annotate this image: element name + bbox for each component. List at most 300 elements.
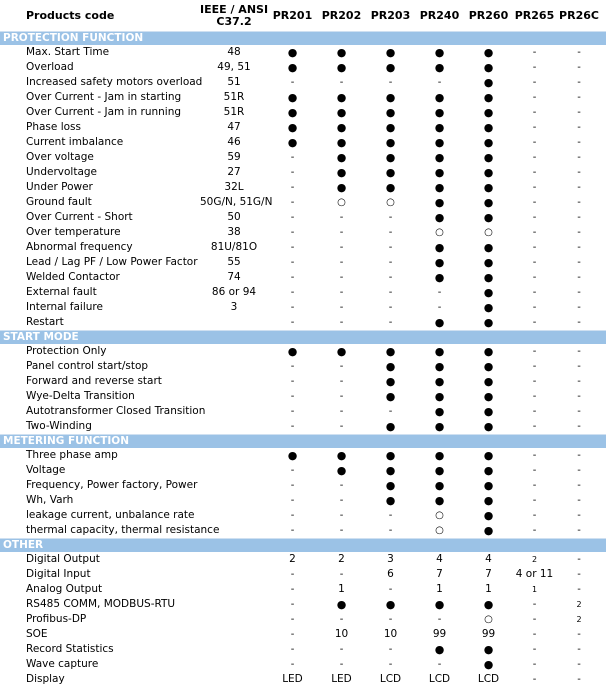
product-value-pr265: - [532,197,537,208]
product-value-pr203: ● [385,374,396,388]
product-value-pr265: - [532,495,537,506]
product-value-pr265: - [532,107,537,118]
feature-name: Autotransformer Closed Transition [26,405,206,417]
product-value-pr203: ● [385,105,396,119]
table-row [0,60,606,75]
header-standard-line2: C37.2 [216,14,252,28]
product-value-pr203: ● [385,478,396,492]
table-row [0,523,606,538]
product-value-pr260: ● [483,508,494,522]
standard-code: 46 [227,136,241,148]
feature-name: Over Current - Jam in running [26,106,182,118]
product-value-pr201: - [290,421,295,432]
table-row [0,612,606,627]
table-row [0,404,606,419]
product-value-pr203: - [388,257,393,268]
standard-code: 3 [230,301,238,313]
product-value-pr201: ● [287,60,298,74]
product-value-pr265: - [532,227,537,238]
product-value-pr26c: - [577,62,581,73]
feature-name: Voltage [26,464,66,476]
product-value-pr203: - [388,227,393,238]
product-value-pr201: ● [287,344,298,358]
product-value-pr201: - [290,659,295,670]
product-value-pr240: ● [434,195,445,209]
product-value-pr265: - [532,406,537,417]
product-value-pr260: ● [483,523,494,537]
section-header-start-mode: START MODE [0,330,606,344]
product-value-pr240: ● [434,210,445,224]
product-value-pr202: - [339,272,344,283]
feature-name: Two-Winding [26,420,92,432]
product-value-pr201: - [290,629,295,640]
feature-name: Analog Output [26,583,103,595]
product-value-pr260: ● [483,657,494,671]
product-value-pr202: - [339,406,344,417]
table-row [0,463,606,478]
product-value-pr202: ● [336,45,347,59]
product-value-pr240: 99 [432,628,447,640]
product-value-pr260: ● [483,300,494,314]
product-value-pr240: ○ [435,525,444,536]
product-value-pr202: ● [336,120,347,134]
product-value-pr260: 7 [485,568,492,580]
product-value-pr260: ● [483,389,494,403]
product-value-pr26c: - [577,629,581,640]
feature-name: External fault [26,286,97,298]
product-value-pr26c: - [577,167,581,178]
product-value-pr203: ● [385,419,396,433]
table-row [0,552,606,567]
product-value-pr203: - [388,406,393,417]
feature-name: Digital Input [26,568,91,580]
product-value-pr260: ● [483,315,494,329]
standard-code: 27 [227,166,241,178]
header-standard-line1: IEEE / ANSI [200,2,269,16]
product-value-pr240: ● [434,493,445,507]
product-value-pr265: - [532,272,537,283]
product-value-pr203: ● [385,463,396,477]
product-value-pr201: - [290,376,295,387]
table-row [0,240,606,255]
product-value-pr202: ● [336,60,347,74]
product-value-pr260: ● [483,210,494,224]
header-row [0,0,606,31]
product-value-pr201: - [290,510,295,521]
standard-code: 49, 51 [217,61,251,73]
feature-name: Phase loss [26,121,81,133]
product-value-pr201: - [290,212,295,223]
product-value-pr260: ● [483,240,494,254]
product-value-pr201: - [290,287,295,298]
product-value-pr240: ● [434,120,445,134]
product-value-pr201: - [290,391,295,402]
feature-name: Over voltage [26,151,94,163]
product-value-pr26c: - [577,421,581,432]
table-row [0,389,606,404]
product-value-pr201: - [290,197,295,208]
product-value-pr26c: - [577,137,581,148]
table-row [0,344,606,359]
product-value-pr265: - [532,287,537,298]
product-value-pr260: ● [483,448,494,462]
product-value-pr26c: - [577,197,581,208]
product-value-pr26c: - [577,317,581,328]
product-value-pr265: - [532,92,537,103]
product-value-pr203: - [388,77,393,88]
product-value-pr260: ○ [484,614,493,625]
product-value-pr265: - [532,62,537,73]
table-row [0,45,606,60]
standard-code: 50 [227,211,241,223]
product-value-pr260: ● [483,255,494,269]
product-value-pr260: ● [483,597,494,611]
product-value-pr265: - [532,152,537,163]
product-value-pr202: - [339,525,344,536]
product-value-pr240: 1 [436,583,443,595]
product-value-pr240: LCD [428,673,451,685]
product-value-pr202: 2 [338,553,345,565]
product-value-pr202: - [339,644,344,655]
product-value-pr240: ● [434,359,445,373]
product-value-pr265: - [532,510,537,521]
feature-name: Digital Output [26,553,100,565]
product-value-pr201: - [290,317,295,328]
product-value-pr260: 1 [485,583,492,595]
product-value-pr26c: - [577,257,581,268]
product-value-pr260: ● [483,60,494,74]
feature-name: Wye-Delta Transition [26,390,135,402]
product-value-pr26c: - [577,450,581,461]
product-value-pr265: - [532,465,537,476]
product-value-pr26c: - [577,659,581,670]
product-value-pr202: - [339,302,344,313]
product-value-pr260: ● [483,493,494,507]
product-value-pr26c: - [577,107,581,118]
product-value-pr203: ○ [386,197,395,208]
product-value-pr265: - [532,361,537,372]
product-value-pr201: - [290,167,295,178]
product-value-pr240: ● [434,60,445,74]
product-value-pr265: - [532,212,537,223]
product-value-pr26c: - [577,391,581,402]
product-value-pr201: ● [287,135,298,149]
product-value-pr26c: - [577,480,581,491]
table-row [0,359,606,374]
product-value-pr240: ● [434,642,445,656]
header-pr203: PR203 [370,9,411,22]
product-value-pr240: ● [434,419,445,433]
product-value-pr260: ● [483,150,494,164]
product-value-pr201: - [290,77,295,88]
product-value-pr260: ● [483,45,494,59]
product-value-pr201: - [290,152,295,163]
product-value-pr260: ● [483,75,494,89]
standard-code: 47 [227,121,241,133]
product-value-pr201: - [290,599,295,610]
product-value-pr240: ● [434,255,445,269]
product-value-pr240: ○ [435,510,444,521]
product-value-pr203: - [388,510,393,521]
table-row [0,642,606,657]
section-header-protection-function: PROTECTION FUNCTION [0,31,606,45]
feature-name: Abnormal frequency [26,241,133,253]
product-value-pr26c: - [577,406,581,417]
product-value-pr265: - [532,391,537,402]
feature-name: Frequency, Power factory, Power [26,479,198,491]
product-value-pr240: ● [434,478,445,492]
product-value-pr240: ● [434,389,445,403]
header-pr26c: PR26C [559,9,599,22]
product-value-pr240: 4 [436,553,443,565]
product-value-pr265: - [532,302,537,313]
table-row [0,150,606,165]
section-header-metering-function: METERING FUNCTION [0,434,606,448]
product-value-pr201: - [290,584,295,595]
product-value-pr202: - [339,227,344,238]
product-value-pr260: ● [483,135,494,149]
table-row [0,255,606,270]
product-value-pr201: - [290,465,295,476]
product-value-pr240: ● [434,180,445,194]
product-value-pr240: ● [434,105,445,119]
product-value-pr201: - [290,495,295,506]
product-value-pr240: - [437,659,442,670]
product-value-pr260: ● [483,165,494,179]
standard-code: 74 [227,271,241,283]
product-value-pr202: ● [336,165,347,179]
standard-code: 59 [227,151,241,163]
product-value-pr240: ● [434,315,445,329]
product-value-pr202: ○ [337,197,346,208]
product-value-pr202: ● [336,150,347,164]
product-value-pr203: - [388,212,393,223]
product-value-pr201: ● [287,120,298,134]
product-value-pr201: - [290,257,295,268]
table-row [0,135,606,150]
product-value-pr26c: - [577,152,581,163]
feature-name: Current imbalance [26,136,124,148]
product-value-pr203: ● [385,60,396,74]
product-value-pr265: - [532,47,537,58]
table-row [0,597,606,612]
product-value-pr26c: - [577,674,581,685]
product-value-pr202: ● [336,135,347,149]
header-pr265: PR265 [514,9,555,22]
product-value-pr265: - [532,659,537,670]
feature-name: Over Current - Short [26,211,133,223]
table-row [0,478,606,493]
product-value-pr201: - [290,242,295,253]
product-value-pr203: ● [385,344,396,358]
feature-name: Undervoltage [26,166,98,178]
product-value-pr240: ● [434,45,445,59]
product-value-pr202: 1 [338,583,345,595]
product-value-pr265: - [532,77,537,88]
product-value-pr203: ● [385,597,396,611]
product-value-pr202: ● [336,448,347,462]
table-row [0,315,606,330]
product-value-pr26c: - [577,92,581,103]
product-value-pr260: 4 [485,553,492,565]
product-value-pr26c: - [577,47,581,58]
product-value-pr26c: - [577,242,581,253]
product-value-pr265: - [532,317,537,328]
product-value-pr240: 7 [436,568,443,580]
product-value-pr202: - [339,495,344,506]
product-value-pr240: ● [434,165,445,179]
table-row [0,672,606,687]
product-value-pr26c: - [577,182,581,193]
product-value-pr202: - [339,257,344,268]
standard-code: 81U/81O [210,241,258,253]
product-value-pr26c: 2 [576,600,582,609]
feature-name: Lead / Lag PF / Low Power Factor [26,256,198,268]
product-value-pr240: ● [434,374,445,388]
product-value-pr202: - [339,614,344,625]
product-value-pr265: - [532,137,537,148]
header-pr202: PR202 [321,9,362,22]
feature-name: Forward and reverse start [26,375,162,387]
standard-code: 55 [227,256,241,268]
product-value-pr203: ● [385,359,396,373]
standard-code: 32L [224,181,244,193]
product-value-pr203: ● [385,150,396,164]
product-value-pr26c: - [577,554,581,565]
product-value-pr201: - [290,406,295,417]
header-products-code: Products code [26,9,115,22]
product-value-pr201: ● [287,105,298,119]
product-value-pr265: - [532,182,537,193]
product-value-pr265: - [532,480,537,491]
product-value-pr201: - [290,272,295,283]
product-value-pr201: - [290,569,295,580]
product-value-pr202: ● [336,105,347,119]
product-value-pr260: 99 [481,628,496,640]
product-value-pr201: 2 [289,553,296,565]
product-value-pr240: - [437,287,442,298]
feature-name: Display [26,673,65,685]
product-value-pr260: ● [483,180,494,194]
product-value-pr26c: - [577,465,581,476]
product-value-pr202: - [339,317,344,328]
product-value-pr265: - [532,122,537,133]
product-value-pr202: - [339,287,344,298]
product-value-pr202: - [339,212,344,223]
product-value-pr201: ● [287,45,298,59]
product-value-pr260: ● [483,344,494,358]
feature-name: RS485 COMM, MODBUS-RTU [26,598,176,610]
feature-name: thermal capacity, thermal resistance [26,524,220,536]
standard-code: 51 [227,76,241,88]
product-value-pr265: 2 [531,555,538,564]
product-value-pr240: ● [434,463,445,477]
product-value-pr26c: - [577,122,581,133]
feature-name: Max. Start Time [26,46,110,58]
table-row [0,120,606,135]
feature-name: Protection Only [26,345,107,357]
standard-code: 86 or 94 [211,286,257,298]
product-value-pr265: - [532,346,537,357]
product-value-pr26c: - [577,569,581,580]
product-value-pr203: ● [385,165,396,179]
table-row [0,180,606,195]
product-value-pr203: ● [385,120,396,134]
product-value-pr265: - [532,167,537,178]
feature-name: Ground fault [26,196,92,208]
product-value-pr203: - [388,287,393,298]
product-value-pr201: - [290,361,295,372]
product-value-pr201: LED [282,673,303,685]
product-value-pr202: ● [336,90,347,104]
product-value-pr201: - [290,525,295,536]
product-value-pr240: - [437,614,442,625]
product-value-pr26c: - [577,525,581,536]
table-row [0,165,606,180]
header-pr201: PR201 [272,9,313,22]
product-value-pr240: ● [434,404,445,418]
product-value-pr203: - [388,272,393,283]
product-value-pr202: - [339,361,344,372]
product-value-pr260: ● [483,419,494,433]
feature-name: Record Statistics [26,643,114,655]
product-value-pr26c: - [577,495,581,506]
product-value-pr26c: - [577,584,581,595]
product-value-pr203: - [388,302,393,313]
product-value-pr203: ● [385,135,396,149]
product-value-pr260: ● [483,478,494,492]
product-value-pr260: ● [483,374,494,388]
product-value-pr202: ● [336,180,347,194]
product-value-pr240: ● [434,270,445,284]
feature-name: leakage current, unbalance rate [26,509,195,521]
product-value-pr203: ● [385,448,396,462]
product-value-pr240: ● [434,240,445,254]
product-value-pr265: - [532,421,537,432]
product-value-pr26c: - [577,212,581,223]
product-value-pr26c: - [577,272,581,283]
table-row [0,210,606,225]
product-value-pr265: - [532,599,537,610]
product-value-pr203: ● [385,45,396,59]
product-value-pr201: - [290,227,295,238]
product-value-pr201: - [290,614,295,625]
product-value-pr203: ● [385,180,396,194]
feature-name: Wh, Varh [26,494,74,506]
feature-name: Overload [26,61,74,73]
product-value-pr265: - [532,257,537,268]
product-value-pr202: ● [336,463,347,477]
product-value-pr265: - [532,242,537,253]
feature-name: Three phase amp [26,449,118,461]
standard-code: 48 [227,46,241,58]
product-value-pr265: - [532,644,537,655]
product-value-pr202: - [339,391,344,402]
header-pr240: PR240 [419,9,460,22]
product-value-pr203: LCD [379,673,402,685]
feature-name: Welded Contactor [26,271,120,283]
product-value-pr26c: - [577,644,581,655]
product-value-pr265: - [532,525,537,536]
feature-name: Profibus-DP [26,613,87,625]
table-row [0,508,606,523]
product-value-pr240: - [437,302,442,313]
product-value-pr240: ○ [435,227,444,238]
product-value-pr201: - [290,644,295,655]
product-value-pr202: - [339,376,344,387]
feature-name: Wave capture [26,658,99,670]
product-value-pr240: ● [434,344,445,358]
